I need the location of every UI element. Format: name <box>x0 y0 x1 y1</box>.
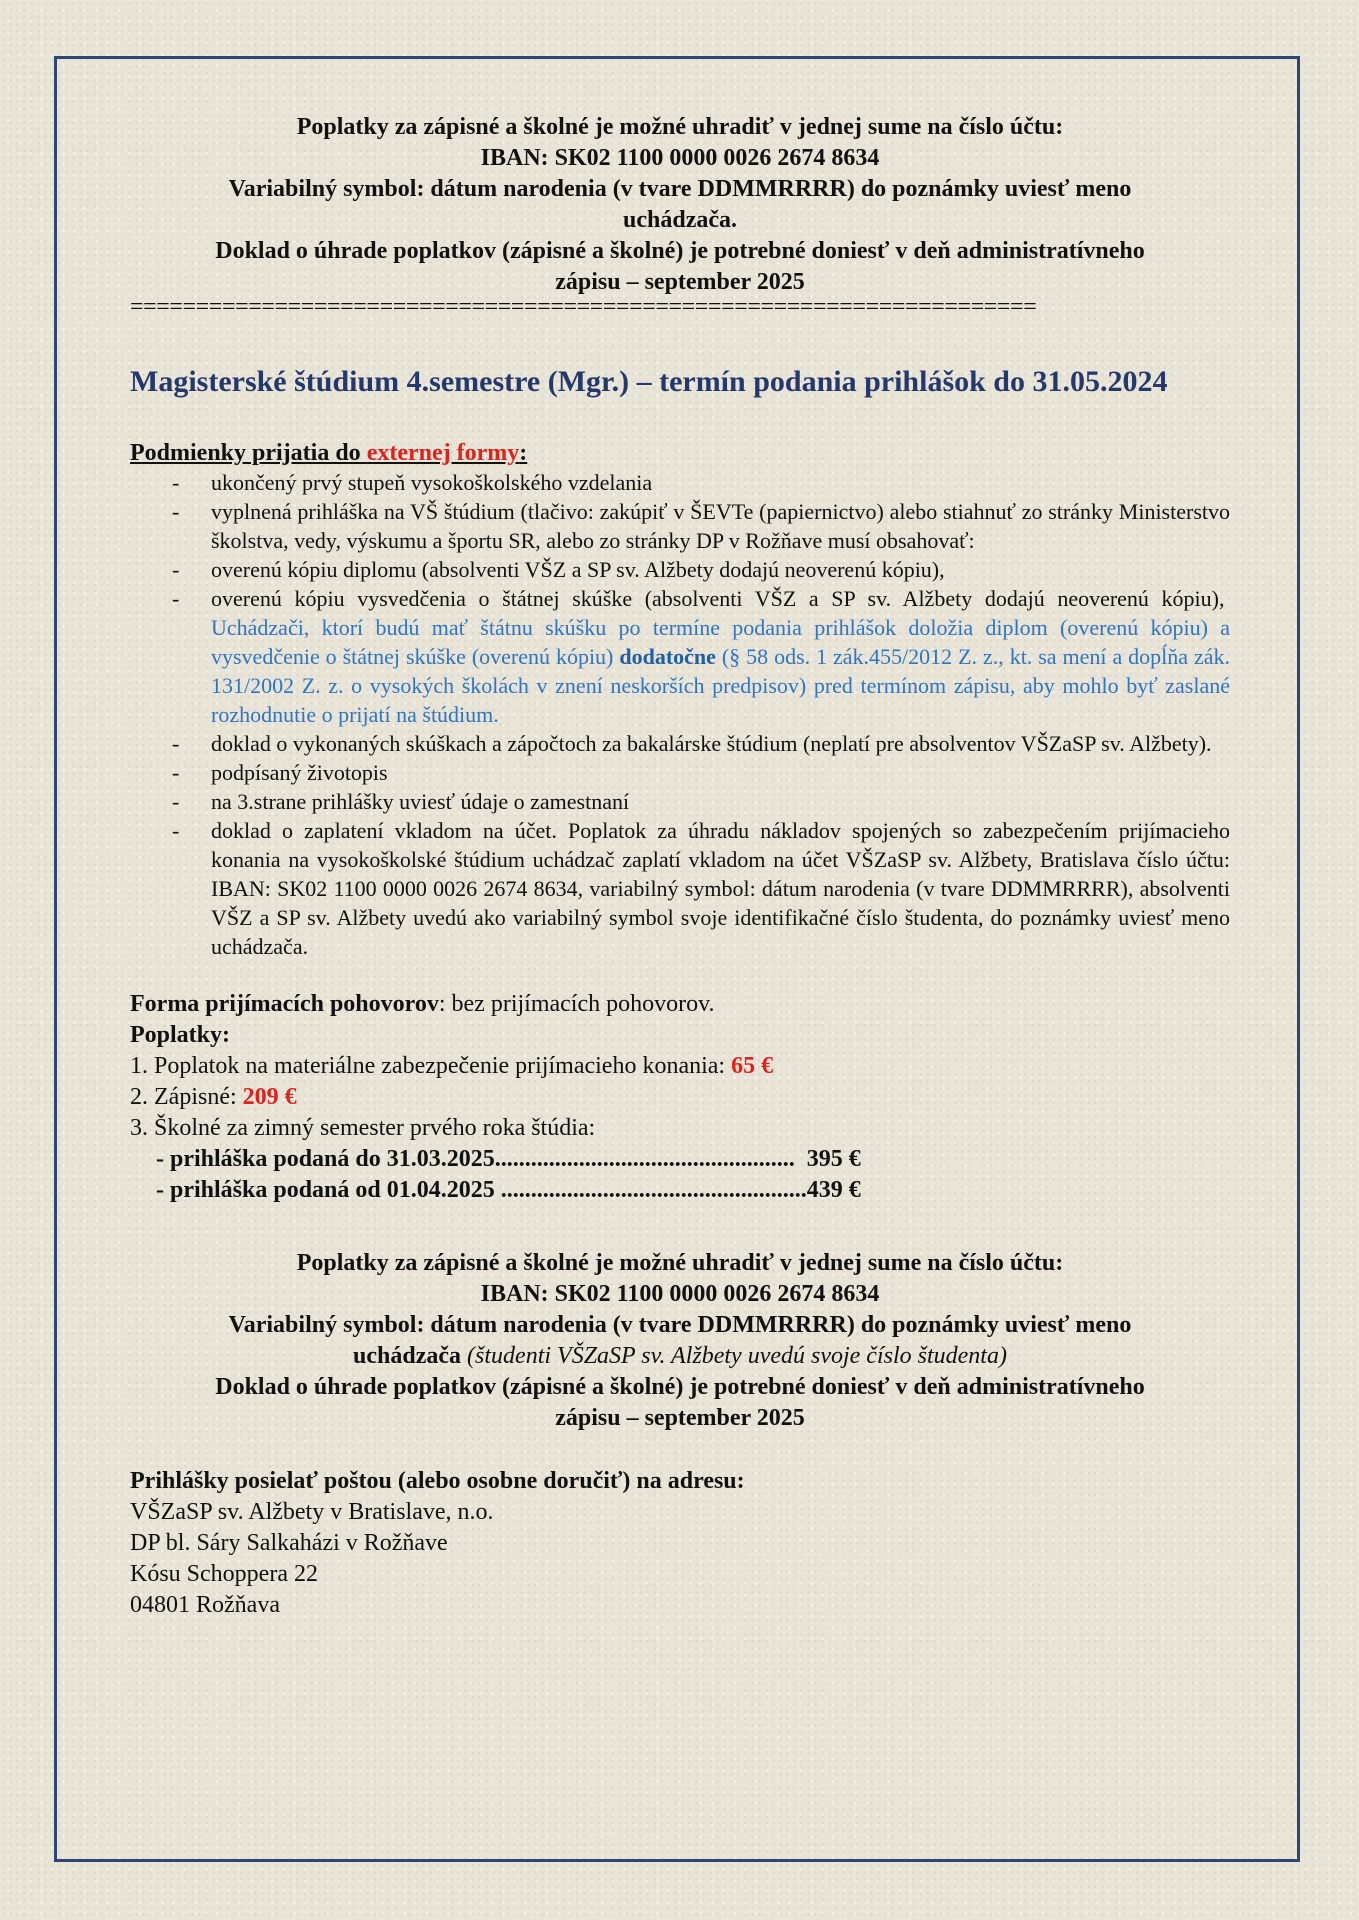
variable-symbol-line: Variabilný symbol: dátum narodenia (v tvare DDMMRRRR) do poznámky uviesť meno <box>228 1312 1132 1338</box>
payment-line: Poplatky za zápisné a školné je možné uhradiť v jednej sume na číslo účtu: <box>296 114 1064 140</box>
variable-symbol-line-cont <box>130 1341 1230 1372</box>
exam-item-text: overenú kópiu vysvedčenia o štátnej skúške (absolventi VŠZ a SP sv. Alžbety dodajú neoverenú kópiu), <box>211 586 1225 611</box>
conditions-title-highlight: externej formy <box>366 440 520 466</box>
list-item: - overenú kópiu diplomu (absolventi VŠZ a SP sv. Alžbety dodajú neoverenú kópiu), <box>130 555 1230 584</box>
receipt-line: Doklad o úhrade poplatkov (zápisné a školné) je potrebné doniesť v deň administratívneho <box>215 238 1145 264</box>
address-line: VŠZaSP sv. Alžbety v Bratislave, n.o. <box>130 1499 494 1525</box>
exam-item-note-2: (§ 58 ods. 1 zák.455/2012 Z. z., kt. sa mení a dopĺňa zák. 131/2002 Z. z. o vysokých školách v znení neskorších predpisov) pred termínom zápisu, aby mohlo byť zaslané rozhodnutie o prijatí na štúdium. <box>211 644 1231 727</box>
exam-item-note-bold: dodatočne <box>619 644 716 669</box>
conditions-title-suffix: : <box>519 440 528 466</box>
address-title: Prihlášky posielať poštou (alebo osobne doručiť) na adresu: <box>130 1468 745 1494</box>
receipt-line: Doklad o úhrade poplatkov (zápisné a školné) je potrebné doniesť v deň administratívneho <box>215 1374 1145 1400</box>
fees-section <box>130 1020 1230 1206</box>
interview-value: : bez prijímacích pohovorov. <box>438 991 715 1017</box>
student-note: (študenti VŠZaSP sv. Alžbety uvedú svoje číslo študenta) <box>461 1343 1007 1369</box>
interview-label: Forma prijímacích pohovorov <box>130 991 439 1017</box>
list-item: - ukončený prvý stupeň vysokoškolského vzdelania <box>130 468 1230 497</box>
separator: ===================================================================== <box>130 298 1037 316</box>
fee-item: 3. Školné za zimný semester prvého roka štúdia: <box>130 1115 596 1141</box>
fee-label: 1. Poplatok na materiálne zabezpečenie prijímacieho konania: <box>130 1053 732 1079</box>
list-item <box>130 584 1230 729</box>
list-item: - na 3.strane prihlášky uviesť údaje o zamestnaní <box>130 787 1230 816</box>
fee-amount: 209 € <box>242 1084 297 1110</box>
payment-info-top <box>130 112 1230 298</box>
variable-symbol-line: Variabilný symbol: dátum narodenia (v tvare DDMMRRRR) do poznámky uviesť meno <box>228 176 1132 202</box>
fees-title: Poplatky: <box>130 1022 231 1048</box>
fee-amount: 65 € <box>731 1053 774 1079</box>
tuition-line: - prihláška podaná do 31.03.2025.................................................. 395 € <box>156 1146 861 1172</box>
conditions-title <box>130 438 1230 468</box>
list-item: - vyplnená prihláška na VŠ štúdium (tlačivo: zakúpiť v ŠEVTe (papiernictvo) alebo stiahnuť zo stránky Ministerstvo školstva, vedy, výskumu a športu SR, alebo zo stránky DP v Rožňave musí obsahovať: <box>130 497 1230 555</box>
exam-item-note-1: Uchádzači, ktorí budú mať štátnu skúšku po termíne podania prihlášok doložia diplom (overenú kópiu) a vysvedčenie o štátnej skúške (overenú kópiu) <box>211 615 1230 669</box>
address-line: 04801 Rožňava <box>130 1592 280 1618</box>
applicant-word: uchádzača <box>353 1343 462 1369</box>
iban-line: IBAN: SK02 1100 0000 0026 2674 8634 <box>480 145 880 171</box>
fee-item <box>130 1051 1230 1082</box>
variable-symbol-line-cont: uchádzača. <box>623 207 737 233</box>
payment-info-bottom <box>130 1248 1230 1434</box>
fee-label: 2. Zápisné: <box>130 1084 243 1110</box>
receipt-line-cont: zápisu – september 2025 <box>555 1405 805 1431</box>
exam-item-note <box>211 615 1230 727</box>
receipt-line-cont: zápisu – september 2025 <box>555 269 805 295</box>
iban-line: IBAN: SK02 1100 0000 0026 2674 8634 <box>480 1281 880 1307</box>
conditions-title-prefix: Podmienky prijatia do <box>130 440 367 466</box>
interview-form <box>130 989 1230 1020</box>
document-content <box>130 112 1230 1621</box>
page-title: Magisterské štúdium 4.semestre (Mgr.) – termín podania prihlášok do 31.05.2024 <box>130 365 1168 398</box>
tuition-line: - prihláška podaná od 01.04.2025 ...................................................439 € <box>156 1177 861 1203</box>
address-line: Kósu Schoppera 22 <box>130 1561 318 1587</box>
list-item: - doklad o vykonaných skúškach a zápočtoch za bakalárske štúdium (neplatí pre absolventov VŠZaSP sv. Alžbety). <box>130 729 1230 758</box>
requirements-list <box>130 468 1230 961</box>
payment-line: Poplatky za zápisné a školné je možné uhradiť v jednej sume na číslo účtu: <box>296 1250 1064 1276</box>
fee-item <box>130 1082 1230 1113</box>
list-item: - doklad o zaplatení vkladom na účet. Poplatok za úhradu nákladov spojených so zabezpečením prijímacieho konania na vysokoškolské štúdium uchádzač zaplatí vkladom na účet VŠZaSP sv. Alžbety, Bratislava číslo účtu: IBAN: SK02 1100 0000 0026 2674 8634, variabilný symbol: dátum narodenia (v tvare DDMMRRRR), absolventi VŠZ a SP sv. Alžbety uvedú ako variabilný symbol svoje identifikačné číslo študenta, do poznámky uviesť meno uchádzača. <box>130 816 1230 961</box>
list-item: - podpísaný životopis <box>130 758 1230 787</box>
address-line: DP bl. Sáry Salkaházi v Rožňave <box>130 1530 448 1556</box>
address-block <box>130 1497 1230 1621</box>
